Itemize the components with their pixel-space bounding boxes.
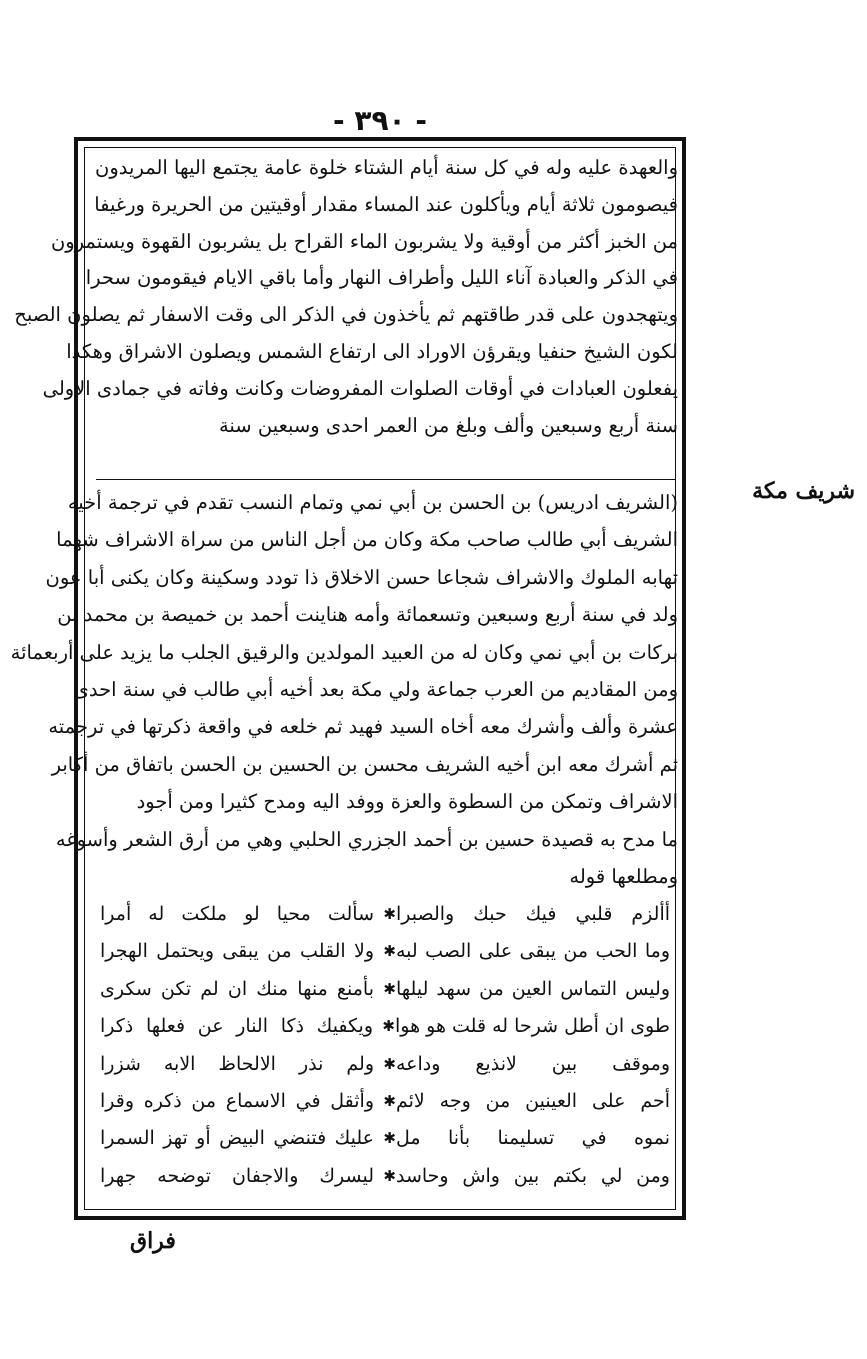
text-line: تهابه الملوك والاشراف شجاعا حسن الاخلاق ذا تودد وسكينة وكان يكنى أبا عون: [45, 565, 678, 589]
verse-first-hemistich: طوى ان أطل شرحا له قلت هو هوا: [395, 1015, 670, 1038]
verse-second-hemistich: سألت محيا لو ملكت له أمرا: [100, 903, 374, 925]
paragraph-obituary: [14, 150, 678, 444]
verse-first-hemistich: نموه في تسليمنا بأنا مل: [396, 1127, 670, 1150]
text-line: ما مدح به قصيدة حسين بن أحمد الجزري الحلبي وهي من أرق الشعر وأسوغه: [55, 827, 678, 851]
verse-second-hemistich: وأثقل في الاسماع من ذكره وقرا: [100, 1089, 374, 1112]
poem-verse: [100, 1083, 670, 1120]
text-line: (الشريف ادريس) بن الحسن بن أبي نمي وتمام النسب تقدم في ترجمة أخيه: [67, 491, 678, 514]
verse-second-hemistich: ولا القلب من يبقى ويحتمل الهجرا: [100, 940, 374, 963]
margin-note: شريف مكة: [752, 478, 855, 504]
text-line: الاشراف وتمكن من السطوة والعزة ووفد اليه ومدح كثيرا ومن أجود: [136, 790, 678, 814]
asterisk-separator: ✱: [383, 1091, 396, 1110]
verse-second-hemistich: عليك فتنضي البيض أو تهز السمرا: [100, 1127, 374, 1150]
poem-verse: [100, 1046, 670, 1083]
paragraph-biography: [10, 484, 678, 895]
poem-verse: [100, 1158, 670, 1195]
text-line: سنة أربع وسبعين وألف وبلغ من العمر احدى وسبعين سنة: [218, 413, 678, 437]
asterisk-separator: ✱: [383, 905, 396, 923]
text-line: والعهدة عليه وله في كل سنة أيام الشتاء خلوة عامة يجتمع اليها المريدون: [95, 156, 678, 179]
text-line: ويتهجدون على قدر طاقتهم ثم يأخذون في الذكر الى وقت الاسفار ثم يصلون الصبح: [14, 303, 678, 327]
poem-verse: [100, 933, 670, 970]
text-line: ولد في سنة أربع وسبعين وتسعمائة وأمه هناينت أحمد بن خميصة بن محمد بن: [57, 603, 678, 627]
asterisk-separator: ✱: [383, 979, 396, 998]
verse-first-hemistich: وما الحب من يبقى على الصب لبه: [396, 940, 670, 963]
verse-first-hemistich: وليس التماس العين من سهد ليلها: [396, 977, 670, 1000]
verse-second-hemistich: بأمنع منها منك ان لم تكن سكرى: [100, 977, 374, 1000]
catchword: فراق: [130, 1228, 176, 1254]
asterisk-separator: ✱: [383, 1054, 396, 1073]
verse-first-hemistich: ومن لي بكتم بين واش وحاسد: [396, 1164, 670, 1187]
verse-second-hemistich: ويكفيك ذكا النار عن فعلها ذكرا: [100, 1015, 373, 1038]
text-line: ثم أشرك معه ابن أخيه الشريف محسن بن الحسين بن الحسن باتفاق من أكابر: [51, 752, 678, 776]
text-line: الشريف أبي طالب صاحب مكة وكان من أجل الناس من سراة الاشراف شهما: [56, 528, 678, 552]
poem-verse: [100, 971, 670, 1008]
text-line: من الخبز أكثر من أوقية ولا يشربون الماء القراح بل يشربون القهوة ويستمرون: [50, 229, 678, 253]
asterisk-separator: ✱: [382, 1017, 395, 1036]
poem-verse: [100, 1008, 670, 1045]
poem-verse: [100, 1120, 670, 1157]
text-line: يفعلون العبادات في أوقات الصلوات المفروضات وكانت وفاته في جمادى الاولى: [42, 376, 678, 400]
text-line: عشرة وألف وأشرك معه أخاه السيد فهيد ثم خلعه في واقعة ذكرتها في ترجمته: [48, 715, 678, 739]
text-line: فيصومون ثلاثة أيام ويأكلون عند المساء مقدار أوقيتين من الحريرة ورغيفا: [94, 192, 678, 216]
verse-second-hemistich: ليسرك والاجفان توضحه جهرا: [100, 1164, 374, 1187]
text-line: لكون الشيخ حنفيا ويقرؤن الاوراد الى ارتفاع الشمس ويصلون الاشراق وهكذا: [66, 339, 678, 363]
asterisk-separator: ✱: [383, 1129, 396, 1148]
poem-verse: [100, 896, 670, 933]
asterisk-separator: ✱: [383, 942, 396, 961]
text-line: ومن المقاديم من العرب جماعة ولي مكة بعد أخيه أبي طالب في سنة احدى: [73, 677, 678, 701]
section-divider: [96, 479, 676, 480]
verse-first-hemistich: أحم على العينين من وجه لائم: [396, 1089, 670, 1112]
poem: [100, 896, 670, 1195]
verse-second-hemistich: ولم نذر الالحاظ الابه شزرا: [100, 1052, 374, 1075]
text-line: بركات بن أبي نمي وكان له من العبيد المولدين والرقيق الجلب ما يزيد على أربعمائة: [10, 640, 678, 664]
page-number: - ٣٩٠ -: [332, 104, 428, 137]
verse-first-hemistich: أألزم قلبي فيك حبك والصبرا: [396, 903, 670, 925]
text-line: في الذكر والعبادة آناء الليل وأطراف النهار وأما باقي الايام فيقومون سحرا: [85, 266, 678, 290]
verse-first-hemistich: وموقف بين لانذيع وداعه: [396, 1052, 670, 1075]
text-line: ومطلعها قوله: [569, 864, 678, 888]
asterisk-separator: ✱: [383, 1166, 396, 1185]
